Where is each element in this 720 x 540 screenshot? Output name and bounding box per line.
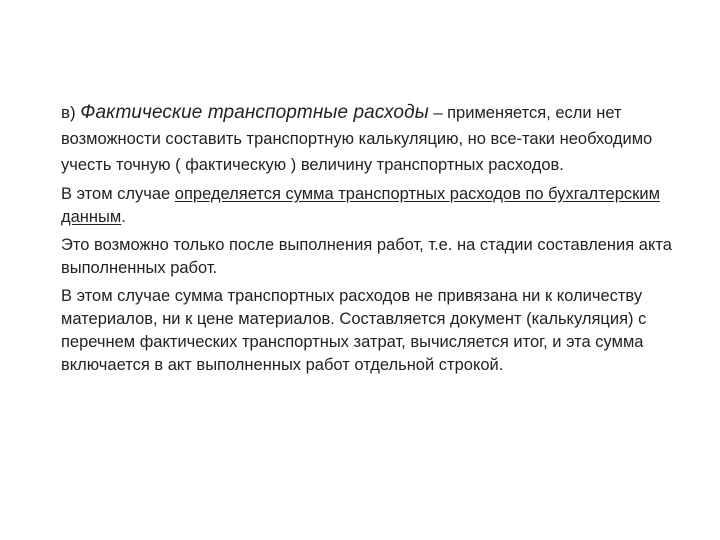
item-marker: в) [61, 103, 76, 122]
text-body [61, 100, 701, 377]
underlined-phrase: определяется сумма транспортных расходов по бухгалтерским данным [61, 185, 660, 226]
paragraph-accounting-tail: . [121, 208, 126, 226]
paragraph-completion-stage: Это возможно только после выполнения работ, т.е. на стадии составления акта выполненных работ. [61, 236, 672, 277]
term-heading: Фактические транспортные расходы [80, 102, 429, 123]
paragraph-accounting-data [61, 183, 701, 229]
paragraph-actual-costs-text: – применяется, если нет возможности составить транспортную калькуляцию, но все-таки необходимо учесть точную ( фактическую ) величину транспортных расходов. [61, 104, 653, 174]
paragraph-actual-costs [61, 100, 701, 178]
paragraph-accounting-lead: В этом случае [61, 185, 175, 203]
paragraph-calculation-document: В этом случае сумма транспортных расходов не привязана ни к количеству материалов, ни к цене материалов. Составляется документ (калькуляция) с перечнем фактических транспортных затрат, вычисляется итог, и эта сумма включается в акт выполненных работ отдельной строкой. [61, 287, 647, 374]
